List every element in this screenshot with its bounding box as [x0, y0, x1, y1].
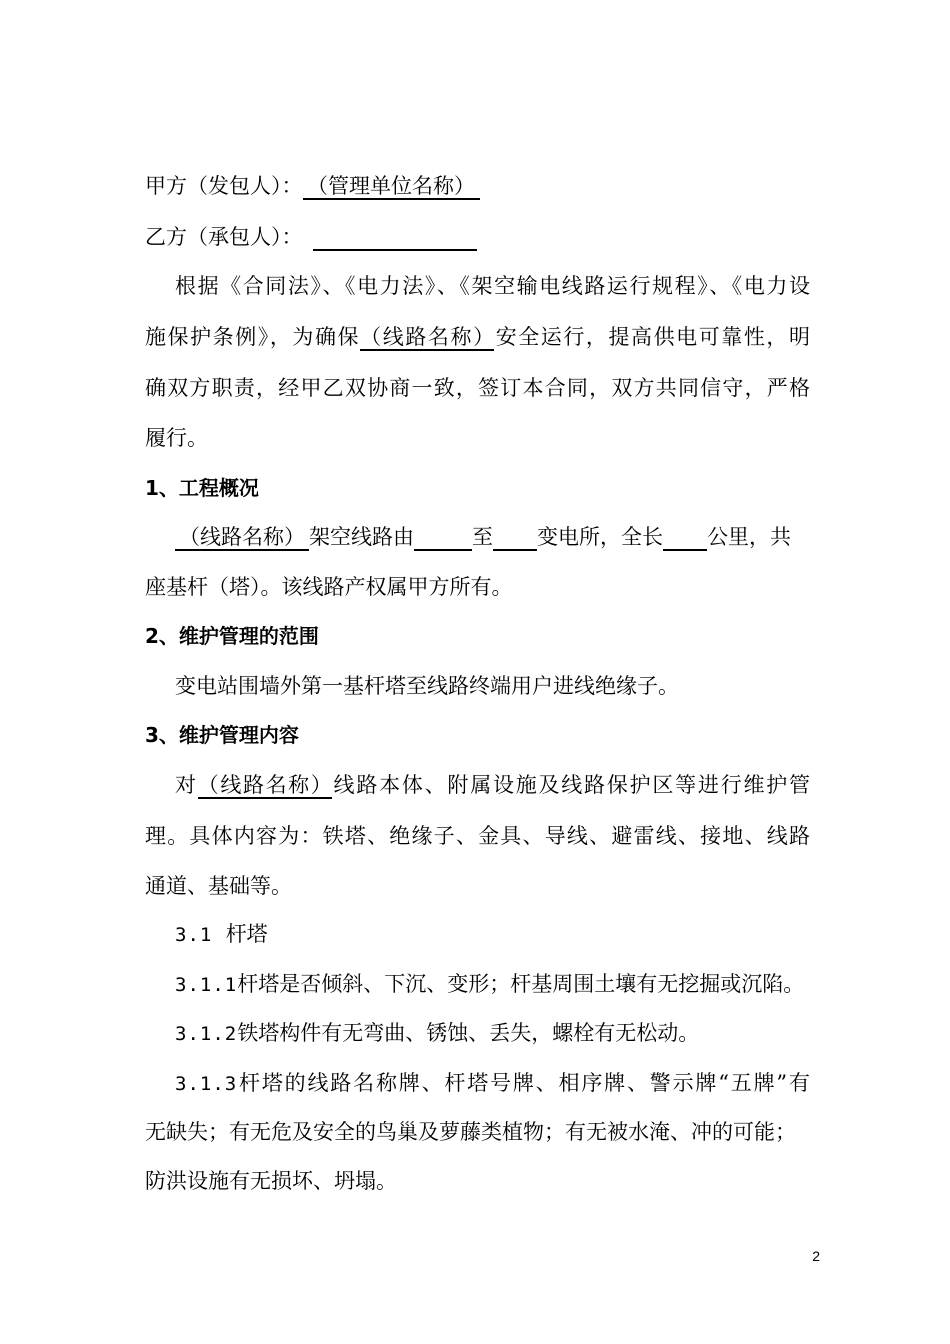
preamble-line-2 — [145, 323, 810, 351]
party-b-line — [145, 223, 810, 251]
item-3-1-3-text-1: 杆塔的线路名称牌、杆塔号牌、相序牌、警示牌“五牌”有 — [237, 1071, 810, 1095]
party-a-line — [145, 172, 810, 200]
item-3-1-2-number: 3.1.2 — [175, 1023, 238, 1045]
section-1-text-c: 变电所，全长 — [537, 525, 663, 549]
item-3-1-3-line-2: 无缺失；有无危及安全的鸟巢及萝藤类植物；有无被水淹、冲的可能； — [145, 1120, 796, 1144]
section-3-line-3: 通道、基础等。 — [145, 874, 292, 898]
section-3-line-1 — [175, 771, 810, 799]
item-3-1-1 — [175, 970, 810, 999]
section-1-from-blank — [414, 525, 472, 551]
subsection-3-1 — [175, 920, 810, 949]
party-a-label: 甲方（发包人）： — [145, 174, 303, 198]
section-3-line-2: 理。具体内容为：铁塔、绝缘子、金具、导线、避雷线、接地、线路 — [145, 824, 810, 848]
item-3-1-1-text: 杆塔是否倾斜、下沉、变形；杆基周围土壤有无挖掘或沉陷。 — [237, 972, 805, 996]
section-1-length-blank — [663, 525, 707, 551]
preamble-line-1: 根据《合同法》、《电力法》、《架空输电线路运行规程》、《电力设 — [175, 274, 810, 298]
section-1-line-2: 座基杆（塔）。该线路产权属甲方所有。 — [145, 575, 513, 599]
subsection-3-1-title: 杆塔 — [225, 922, 268, 946]
preamble-line-3: 确双方职责，经甲乙双协商一致，签订本合同，双方共同信守，严格 — [145, 376, 810, 400]
section-2-heading: 2、维护管理的范围 — [145, 624, 319, 648]
section-1-to-blank — [493, 525, 537, 551]
section-3-text-b: 线路本体、附属设施及线路保护区等进行维护管 — [331, 773, 811, 797]
page-number: 2 — [812, 1248, 820, 1264]
item-3-1-1-number: 3.1.1 — [175, 974, 238, 996]
item-3-1-3-line-1 — [175, 1069, 810, 1098]
preamble-text-b: 安全运行，提高供电可靠性，明 — [494, 325, 810, 349]
section-1-heading: 1、工程概况 — [145, 476, 259, 500]
section-3-line-name-blank: （线路名称） — [197, 773, 332, 797]
party-a-value: （管理单位名称） — [303, 174, 480, 200]
section-3-text-a: 对 — [175, 773, 198, 797]
item-3-1-2-text: 铁塔构件有无弯曲、锈蚀、丢失，螺栓有无松动。 — [237, 1021, 700, 1045]
section-3-heading: 3、维护管理内容 — [145, 723, 299, 747]
item-3-1-3-line-3: 防洪设施有无损坏、坍塌。 — [145, 1169, 397, 1193]
section-1-text-a: 架空线路由 — [309, 525, 414, 549]
section-1-line-1 — [175, 523, 810, 551]
section-1-text-d: 公里，共 — [707, 525, 791, 549]
preamble-text-a: 施保护条例》，为确保 — [145, 325, 361, 349]
item-3-1-2 — [175, 1019, 810, 1048]
section-1-line-name-blank: （线路名称） — [175, 525, 309, 551]
item-3-1-3-number: 3.1.3 — [175, 1073, 238, 1095]
preamble-line-name-blank: （线路名称） — [360, 325, 495, 349]
section-2-text: 变电站围墙外第一基杆塔至线路终端用户进线绝缘子。 — [175, 674, 679, 698]
party-b-blank — [313, 225, 477, 251]
section-1-text-b: 至 — [472, 525, 493, 549]
party-b-label: 乙方（承包人）： — [145, 225, 303, 249]
preamble-line-4: 履行。 — [145, 426, 208, 450]
subsection-3-1-number: 3.1 — [175, 924, 213, 946]
